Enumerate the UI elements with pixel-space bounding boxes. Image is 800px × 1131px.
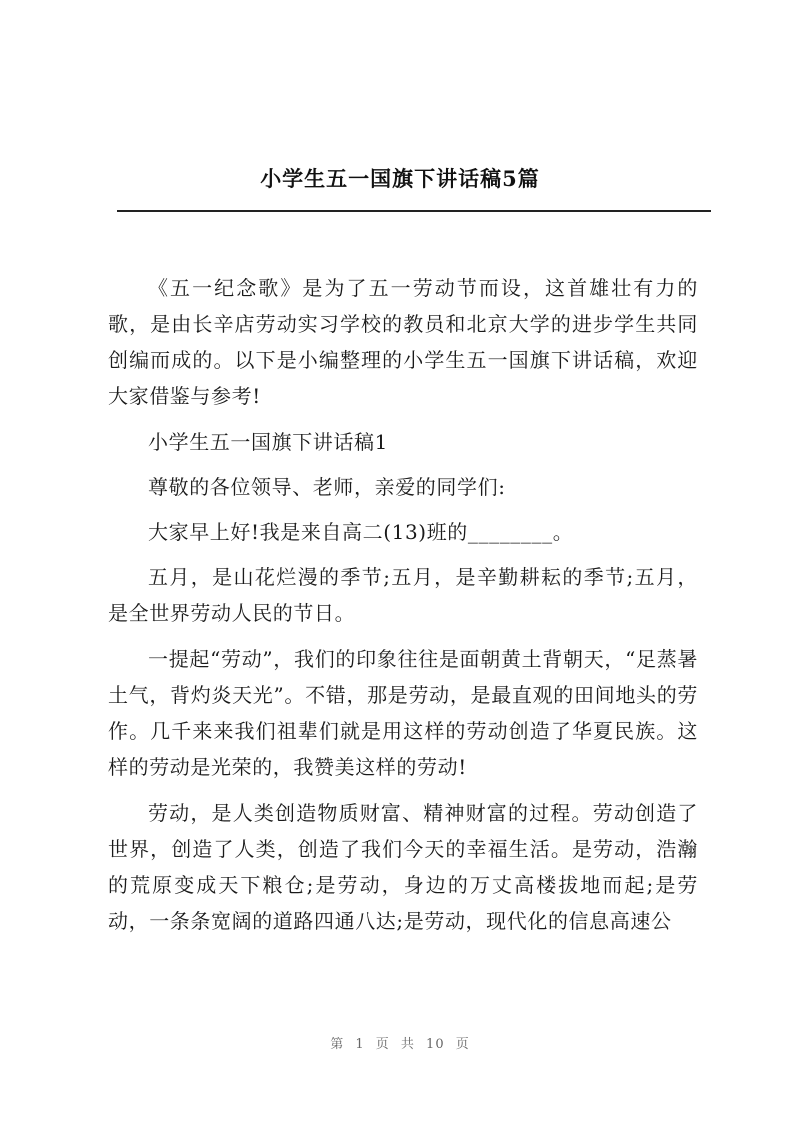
intro-paragraph: 《五一纪念歌》是为了五一劳动节而设，这首雄壮有力的歌，是由长辛店劳动实习学校的教员和北京大学的进步学生共同创编而成的。以下是小编整理的小学生五一国旗下讲话稿，欢迎大家借鉴与参考! — [108, 276, 698, 408]
document-body — [108, 270, 698, 949]
salutation: 尊敬的各位领导、老师，亲爱的同学们: — [148, 475, 506, 499]
title-divider — [117, 210, 711, 212]
greeting-paragraph: 大家早上好!我是来自高二(13)班的________。 — [148, 520, 574, 544]
document-title: 小学生五一国旗下讲话稿5篇 — [260, 166, 540, 191]
body-paragraph: 劳动，是人类创造物质财富、精神财富的过程。劳动创造了世界，创造了人类，创造了我们今天的幸福生活。是劳动，浩瀚的荒原变成天下粮仓;是劳动，身边的万丈高楼拔地而起;是劳动，一条条宽阔的道路四通八达;是劳动，现代化的信息高速公 — [108, 801, 698, 933]
page-number-footer: 第 1 页 共 10 页 — [330, 1037, 470, 1052]
section-heading: 小学生五一国旗下讲话稿1 — [148, 430, 388, 454]
body-paragraph: 一提起“劳动”，我们的印象往往是面朝黄土背朝天，“足蒸暑土气，背灼炎天光”。不错，那是劳动，是最直观的田间地头的劳作。几千来来我们祖辈们就是用这样的劳动创造了华夏民族。这样的劳动是光荣的，我赞美这样的劳动! — [108, 647, 698, 779]
body-paragraph: 五月，是山花烂漫的季节;五月，是辛勤耕耘的季节;五月，是全世界劳动人民的节日。 — [108, 565, 698, 625]
